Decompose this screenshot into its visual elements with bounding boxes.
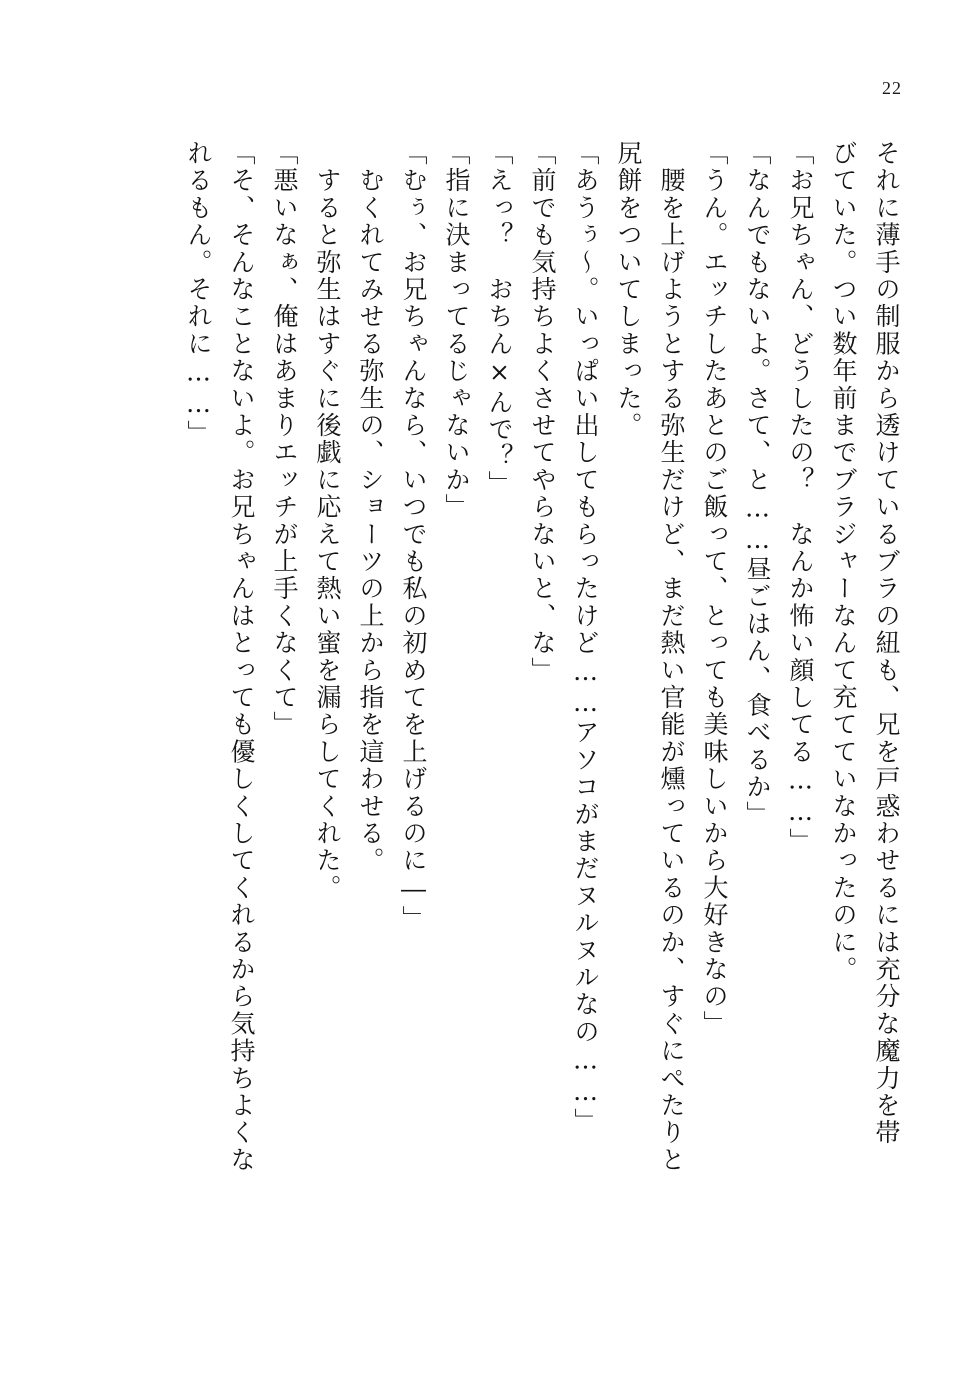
- text-line: 「お兄ちゃん、どうしたの？ なんか怖い顔してる……」: [786, 140, 815, 856]
- text-line: 尻餅をついてしまった。: [614, 140, 643, 440]
- text-line: 腰を上げようとする弥生だけど、まだ熱い官能が燻っているのか、すぐにぺたりと: [657, 140, 686, 1174]
- text-line: 「むぅ、お兄ちゃんなら、いつでも私の初めてを上げるのに―」: [399, 140, 428, 933]
- text-line: 「前でも気持ちよくさせてやらないと、な」: [528, 140, 557, 684]
- text-line: 「あうぅ〜。いっぱい出してもらったけど……アソコがまだヌルヌルなの……」: [571, 140, 600, 1136]
- text-line: 「なんでもないよ。さて、と……昼ごはん、食べるか」: [743, 140, 772, 828]
- text-line: それに薄手の制服から透けているブラの紐も、兄を戸惑わせるには充分な魔力を帯: [872, 140, 901, 1147]
- text-line: 「えっ？ おちん×んで？」: [485, 140, 514, 498]
- text-line: れるもん。それに……」: [184, 140, 213, 448]
- text-line: びていた。つい数年前までブラジャーなんて充てていなかったのに。: [829, 140, 858, 984]
- text-line: 「悪いなぁ、俺はあまりエッチが上手くなくて」: [270, 140, 299, 739]
- text-line: 「うん。エッチしたあとのご飯って、とっても美味しいから大好きなの」: [700, 140, 729, 1038]
- page-body-text: [72, 140, 908, 1310]
- text-line: 「そ、そんなことないよ。お兄ちゃんはとっても優しくしてくれるから気持ちよくな: [227, 140, 256, 1174]
- text-line: 「指に決まってるじゃないか」: [442, 140, 471, 521]
- text-line: すると弥生はすぐに後戯に応えて熱い蜜を漏らしてくれた。: [313, 140, 342, 902]
- page-number: 22: [882, 78, 902, 98]
- text-line: むくれてみせる弥生の、ショーツの上から指を這わせる。: [356, 140, 385, 875]
